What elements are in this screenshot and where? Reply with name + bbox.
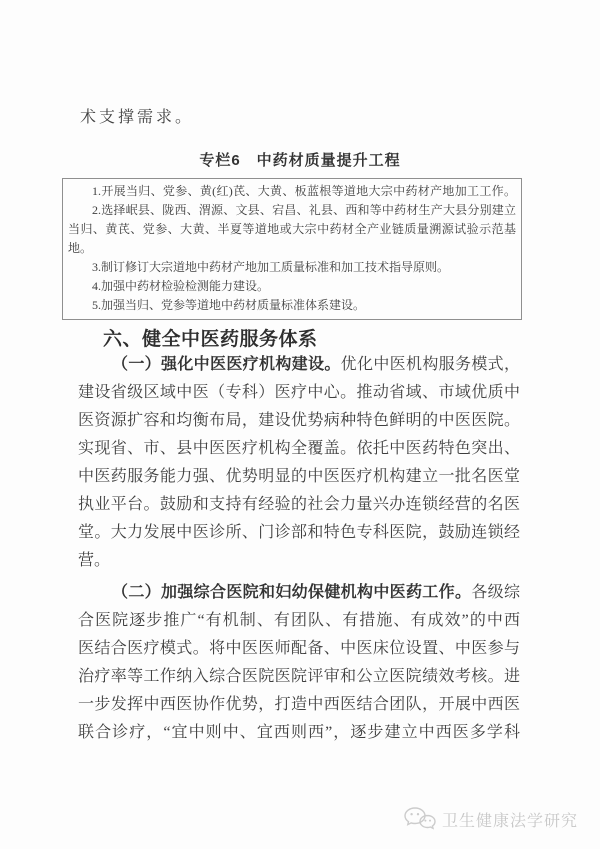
paragraph-line: [78, 351, 520, 379]
box-line: 2.选择岷县、陇西、渭源、文县、宕昌、礼县、西和等中药材生产大县分别建立: [92, 203, 516, 217]
box-line: 3.制订修订大宗道地中药材产地加工质量标准和加工技术指导原则。: [92, 260, 450, 274]
paragraph-line: 联合诊疗，“宜中则中、宜西则西”，逐步建立中西医多学科: [78, 724, 520, 741]
paragraph-lead: （一）强化中医医疗机构建设。: [112, 356, 341, 373]
box-line: 地。: [68, 241, 93, 255]
box-line: 4.加强中药材检验检测能力建设。: [92, 279, 270, 293]
paragraph-line: 实现省、市、县中医医疗机构全覆盖。依托中医药特色突出、: [78, 440, 520, 457]
column-title: 专栏6 中药材质量提升工程: [199, 152, 401, 169]
paragraph-lead-rest: 优化中医机构服务模式，: [340, 356, 520, 373]
box-line: 1.开展当归、党参、黄(红)芪、大黄、板蓝根等道地大宗中药材产地加工工作。: [92, 184, 516, 198]
section-heading: 六、健全中医药服务体系: [103, 329, 318, 350]
intro-line: 术支撑需求。: [80, 109, 195, 126]
paragraph-line: 中医药服务能力强、优势明显的中医医疗机构建立一批名医堂: [78, 468, 520, 485]
box-line: 当归、黄芪、党参、大黄、半夏等道地或大宗中药材全产业链质量溯源试验示范基: [68, 222, 516, 236]
paragraph-lead: （二）加强综合医院和妇幼保健机构中医药工作。: [112, 584, 472, 601]
paragraph-line: [78, 579, 520, 607]
paragraph-line: 堂。大力发展中医诊所、门诊部和特色专科医院，鼓励连锁经: [78, 524, 520, 541]
paragraph-line: 营。: [78, 552, 111, 569]
watermark-text: 卫生健康法学研究: [441, 813, 578, 830]
callout-box: [62, 178, 522, 320]
paragraph-line: 一步发挥中西医协作优势，打造中西医结合团队，开展中西医: [78, 696, 520, 713]
paragraph-line: 医结合医疗模式。将中医医师配备、中医床位设置、中医参与: [78, 640, 520, 657]
paragraph-2: [78, 579, 520, 747]
paragraph-line: 治疗率等工作纳入综合医院医院评审和公立医院绩效考核。进: [78, 668, 520, 685]
paragraph-line: 执业平台。鼓励和支持有经验的社会力量兴办连锁经营的名医: [78, 496, 520, 513]
paragraph-lead-rest: 各级综: [471, 584, 520, 601]
paragraph-1: [78, 351, 520, 575]
paragraph-line: 建设省级区域中医（专科）医疗中心。推动省域、市域优质中: [78, 384, 520, 401]
paragraph-line: 合医院逐步推广“有机制、有团队、有措施、有成效”的中西: [78, 612, 520, 629]
chat-bubbles-logo-icon: [403, 806, 437, 833]
paragraph-line: 医资源扩容和均衡布局，建设优势病种特色鲜明的中医医院。: [78, 412, 520, 429]
watermark: [403, 806, 578, 833]
box-line: 5.加强当归、党参等道地中药材质量标准体系建设。: [92, 298, 366, 312]
